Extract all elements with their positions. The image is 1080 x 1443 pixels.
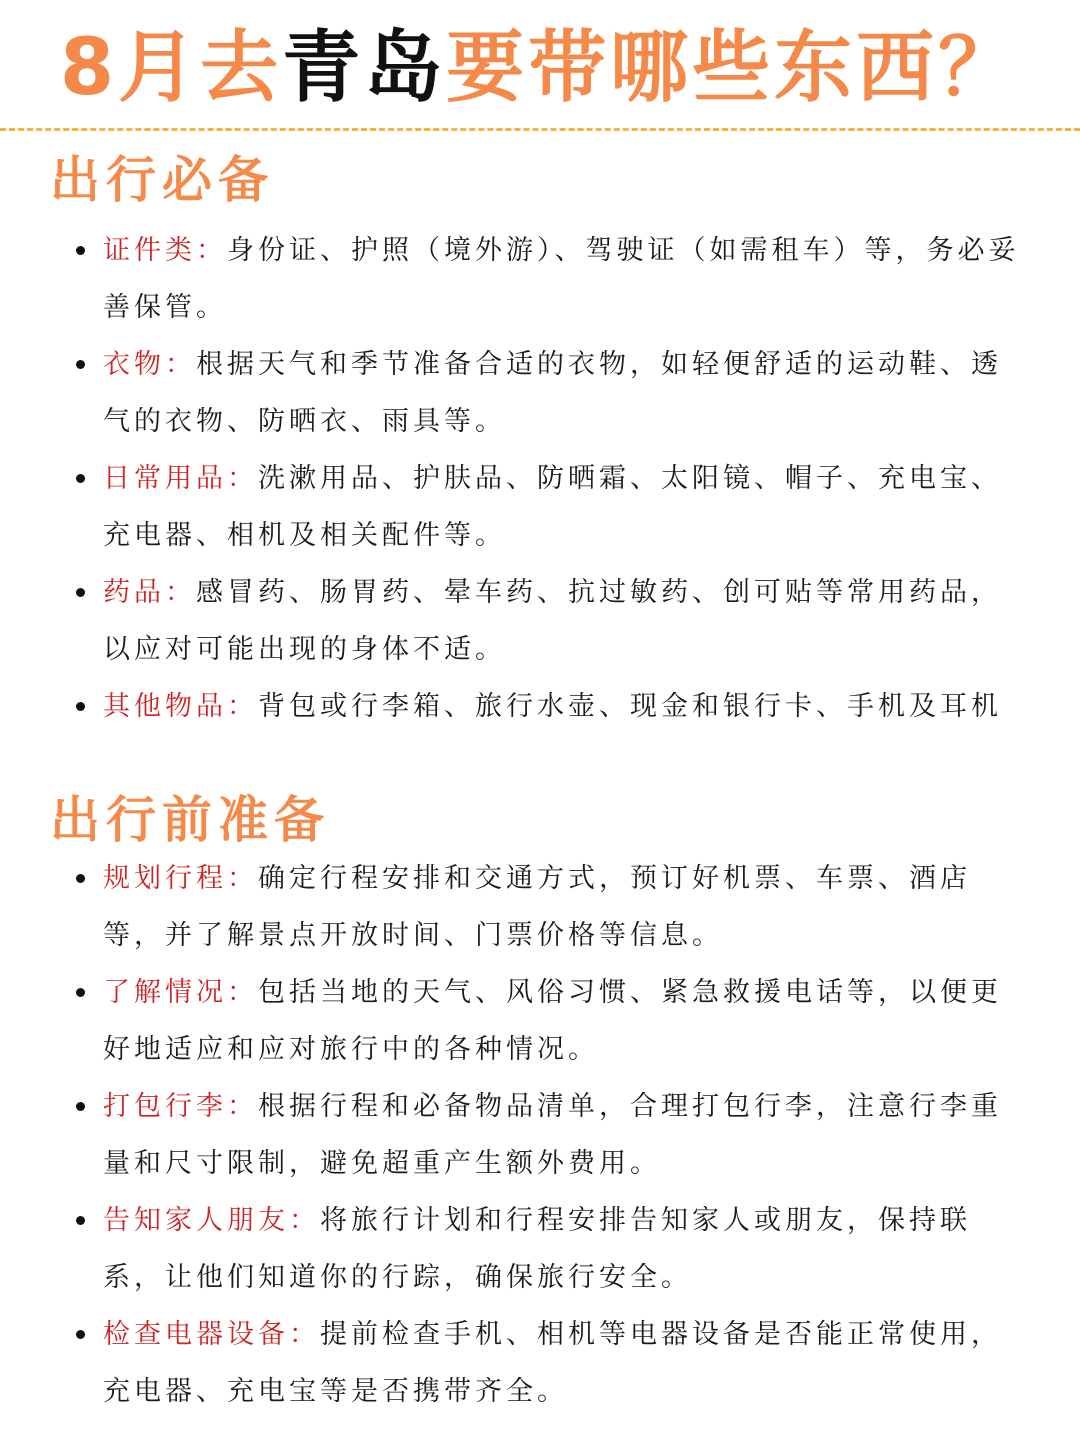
preparation-list <box>0 850 1080 1420</box>
item-label: 药品： <box>103 577 196 608</box>
bullet-dot <box>76 702 85 711</box>
title-part-date: 8月去 <box>59 23 283 113</box>
item-label: 打包行李： <box>103 1091 258 1122</box>
section-title-essentials: 出行必备 <box>50 151 274 209</box>
item-label: 证件类： <box>103 235 227 266</box>
list-item <box>0 222 1080 336</box>
list-item <box>0 678 1080 735</box>
list-item <box>0 450 1080 564</box>
item-text: 身份证、护照（境外游）、驾驶证（如需租车）等，务必妥善保管。 <box>103 235 1020 323</box>
list-item <box>0 336 1080 450</box>
bullet-dot <box>76 474 85 483</box>
item-label: 衣物： <box>103 349 196 380</box>
bullet-dot <box>76 1216 85 1225</box>
list-item <box>0 1078 1080 1192</box>
bullet-dot <box>76 360 85 369</box>
bullet-dot <box>76 588 85 597</box>
item-text: 将旅行计划和行程安排告知家人或朋友，保持联系，让他们知道你的行踪，确保旅行安全。 <box>103 1205 971 1293</box>
list-item <box>0 964 1080 1078</box>
list-item <box>0 1306 1080 1420</box>
item-text: 感冒药、肠胃药、晕车药、抗过敏药、创可贴等常用药品，以应对可能出现的身体不适。 <box>103 577 1002 665</box>
item-text: 根据天气和季节准备合适的衣物，如轻便舒适的运动鞋、透气的衣物、防晒衣、雨具等。 <box>103 349 1002 437</box>
bullet-dot <box>76 988 85 997</box>
bullet-dot <box>76 246 85 255</box>
item-text: 根据行程和必备物品清单，合理打包行李，注意行李重量和尺寸限制，避免超重产生额外费用。 <box>103 1091 1002 1179</box>
list-item <box>0 564 1080 678</box>
item-text: 背包或行李箱、旅行水壶、现金和银行卡、手机及耳机 <box>258 691 1002 722</box>
bullet-dot <box>76 1330 85 1339</box>
item-label: 规划行程： <box>103 863 258 894</box>
section-title-preparation: 出行前准备 <box>50 791 330 849</box>
bullet-dot <box>76 1102 85 1111</box>
item-label: 其他物品： <box>103 691 258 722</box>
bullet-dot <box>76 874 85 883</box>
item-text: 包括当地的天气、风俗习惯、紧急救援电话等，以便更好地适应和应对旅行中的各种情况。 <box>103 977 1002 1065</box>
item-text: 确定行程安排和交通方式，预订好机票、车票、酒店等，并了解景点开放时间、门票价格等信息。 <box>103 863 971 951</box>
list-item <box>0 1192 1080 1306</box>
page-title <box>0 18 1080 118</box>
item-label: 了解情况： <box>103 977 258 1008</box>
list-item <box>0 850 1080 964</box>
title-part-question: 要带哪些东西？ <box>446 23 1021 113</box>
item-text: 洗漱用品、护肤品、防晒霜、太阳镜、帽子、充电宝、充电器、相机及相关配件等。 <box>103 463 1002 551</box>
item-text: 提前检查手机、相机等电器设备是否能正常使用，充电器、充电宝等是否携带齐全。 <box>103 1319 1002 1407</box>
title-part-city: 青岛 <box>282 23 447 113</box>
essentials-list <box>0 222 1080 735</box>
dashed-divider <box>0 128 1080 131</box>
item-label: 检查电器设备： <box>103 1319 320 1350</box>
item-label: 告知家人朋友： <box>103 1205 320 1236</box>
item-label: 日常用品： <box>103 463 258 494</box>
